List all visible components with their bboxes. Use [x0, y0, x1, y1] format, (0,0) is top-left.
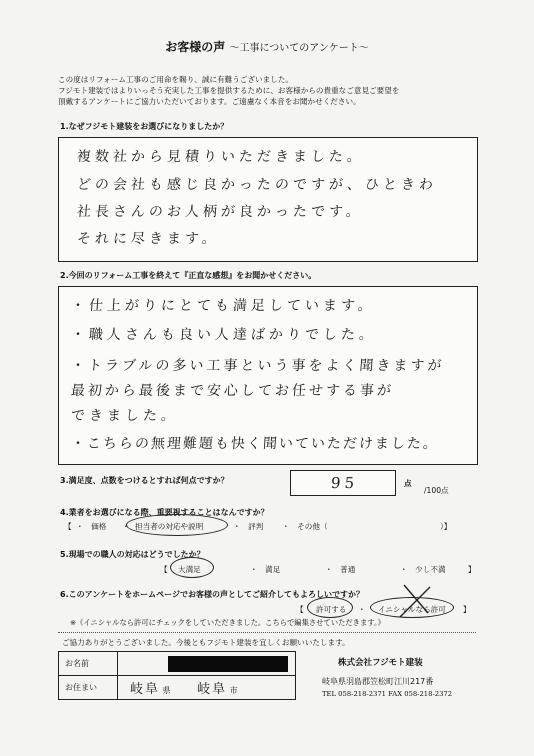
q5-question: 5.現場での職人の対応はどうでしたか？	[60, 550, 205, 559]
q1-answer-line: 社長さんのお人柄が良かったです。	[76, 204, 365, 220]
q4-option-other[interactable]: ・ その他（	[282, 522, 328, 531]
q6-selection-circle	[307, 597, 353, 618]
city-handwritten: 岐阜	[197, 682, 228, 697]
q3-score-box	[290, 470, 396, 496]
q6-question: 6.このアンケートをホームページでお客様の声としてご紹介してもよろしいですか？	[60, 590, 364, 599]
q6-separator: ・	[358, 605, 366, 614]
q6-bracket-close: 】	[463, 605, 471, 614]
pref-label: 県	[162, 686, 171, 695]
q4-option-reputation[interactable]: ・ 評判	[233, 522, 264, 531]
pref-handwritten: 岐阜	[130, 682, 161, 697]
table-row	[59, 676, 296, 700]
company-address: 岐阜県羽島郡笠松町江川217番	[322, 677, 434, 686]
q6-strike-mark-icon	[396, 583, 436, 621]
q2-question: 2.今回のリフォーム工事を終えて『正直な感想』をお聞かせください。	[60, 271, 317, 280]
q3-score: 95	[330, 474, 359, 492]
q1-answer-line: どの会社も感じ良かったのですが、ひときわ	[76, 177, 438, 193]
q5-option-very-satisfied[interactable]: 大満足	[178, 565, 201, 574]
q5-option-satisfied[interactable]: ・ 満足	[250, 565, 281, 574]
q5-option-dissatisfied[interactable]: ・ 少し不満	[400, 565, 446, 574]
q1-answer-line: それに尽きます。	[76, 231, 221, 247]
q4-question: 4.業者をお選びになる際、重要視することはなんですか？	[60, 508, 269, 517]
q4-selection-circle	[126, 514, 228, 536]
name-cell	[118, 652, 296, 676]
q2-answer-line: ・こちらの無理難題も快く聞いていただけました。	[70, 436, 440, 452]
q5-option-normal[interactable]: ・ 普通	[325, 565, 356, 574]
q6-bracket-open: 【	[296, 605, 304, 614]
q4-separator: ・	[122, 522, 130, 531]
q5-bracket-close: 】	[468, 565, 476, 574]
title-subtitle: 〜工事についてのアンケート〜	[229, 43, 369, 54]
q4-bracket-close: ）】	[440, 522, 452, 531]
q4-option-price[interactable]: ・ 価格	[76, 522, 107, 531]
q1-answer-box	[58, 137, 478, 262]
q3-question: 3.満足度、点数をつけるとすれば何点ですか？	[60, 476, 229, 485]
customer-info-table	[58, 651, 296, 700]
company-contact: TEL 058-218-2371 FAX 058-218-2372	[322, 690, 453, 698]
company-name: 株式会社フジモト建装	[338, 658, 423, 668]
q2-answer-line: ・トラブルの多い工事という事をよく聞きますが	[70, 358, 445, 374]
intro-text	[58, 74, 498, 107]
q2-answer-line: できました。	[70, 408, 180, 424]
address-cell	[118, 676, 296, 700]
q1-answer-line: 複数社から見積りいただきました。	[76, 149, 366, 165]
intro-line: この度はリフォーム工事のご用命を賜り、誠に有難うございました。	[58, 75, 294, 84]
q5-selection-circle	[170, 557, 214, 578]
divider	[58, 632, 476, 633]
survey-title	[0, 38, 534, 55]
q6-option-initials[interactable]: イニシャルなら許可	[378, 605, 446, 614]
q6-note: ※《イニシャルなら許可にチェックをしていただきました。こちらで編集させていただきます。》	[70, 618, 385, 627]
table-row	[59, 652, 296, 676]
q2-answer-line: 最初から最後まで安心してお任せする事が	[70, 383, 395, 399]
city-label: 市	[229, 686, 238, 695]
name-label: お名前	[59, 652, 118, 676]
q1-question: 1.なぜフジモト建装をお選びになりましたか？	[60, 122, 229, 131]
q2-answer-box	[58, 286, 478, 465]
redacted-name	[168, 656, 288, 672]
thanks-text: ご協力ありがとうございました。今後ともフジモト建装を宜しくお願いいたします。	[62, 638, 350, 647]
q3-max: /100点	[424, 486, 449, 495]
q3-unit: 点	[404, 479, 412, 488]
q4-bracket-open: 【	[64, 522, 72, 531]
title-main: お客様の声	[165, 40, 226, 54]
q6-option-allow[interactable]: 許可する	[316, 605, 347, 614]
q4-option-staff[interactable]: 担当者の対応や説明	[135, 522, 204, 531]
address-label: お住まい	[59, 676, 118, 700]
q2-answer-line: ・職人さんも良い人達ばかりでした。	[70, 327, 378, 343]
q2-answer-line: ・仕上がりにとても満足しています。	[70, 298, 377, 314]
intro-line: 頂戴するアンケートにご協力いただいております。ご遠慮なく本音をお聞かせください。	[58, 97, 361, 106]
intro-line: フジモト建装ではよりいっそう充実した工事を提供するために、お客様からの貴重なご意見ご要望を	[58, 86, 400, 95]
q5-bracket-open: 【	[160, 565, 168, 574]
